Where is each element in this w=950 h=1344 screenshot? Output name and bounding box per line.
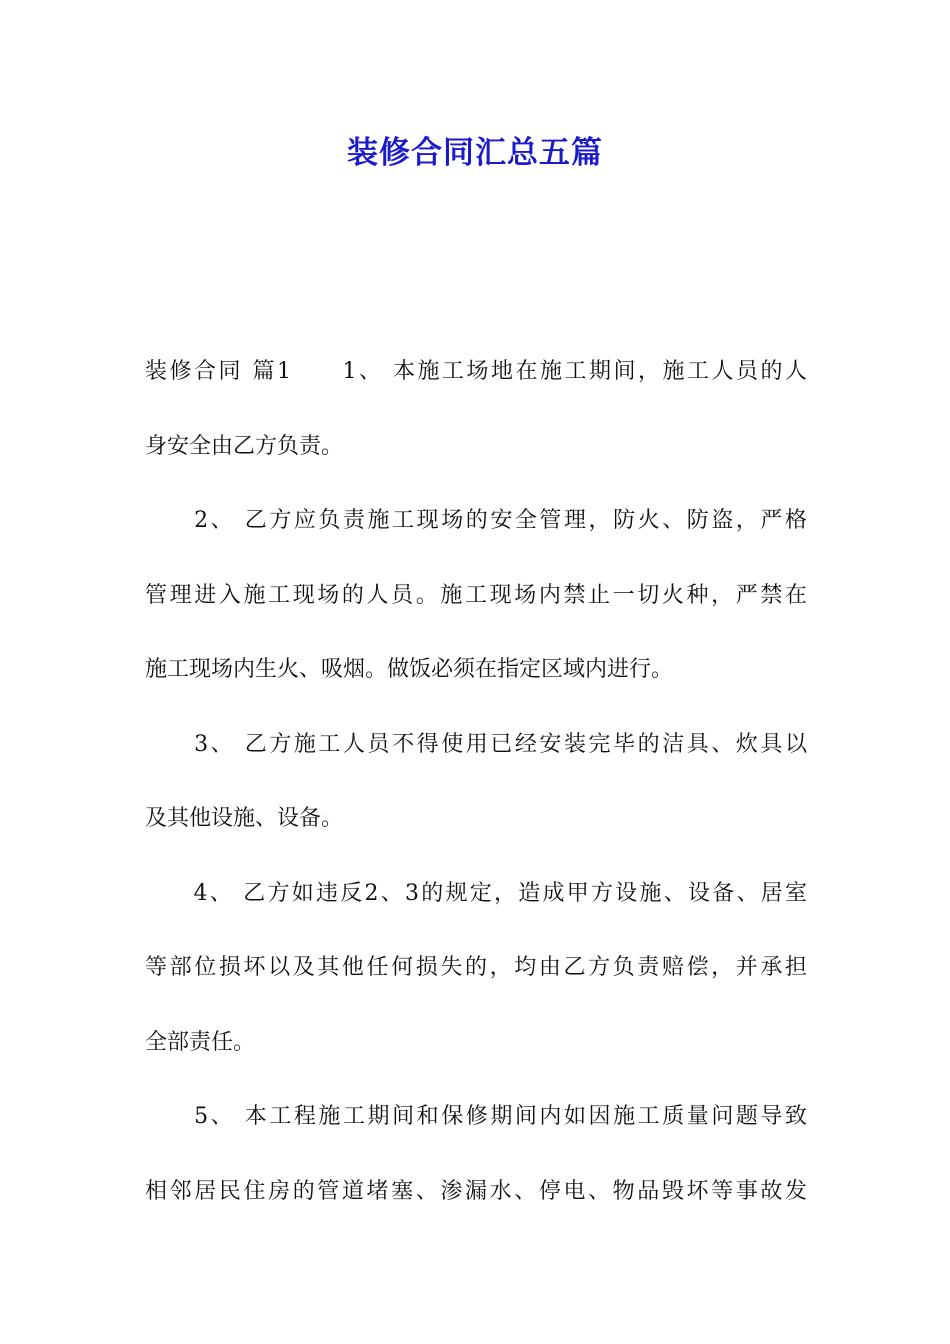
text-line: 5、 本工程施工期间和保修期间内如因施工质量问题导致 xyxy=(145,1104,807,1129)
document-body xyxy=(145,335,807,1229)
text-line: 全部责任。 xyxy=(145,1029,256,1055)
text-line: 等部位损坏以及其他任何损失的，均由乙方负责赔偿，并承担 xyxy=(145,955,807,980)
text-line: 3、 乙方施工人员不得使用已经安装完毕的洁具、炊具以 xyxy=(145,731,807,757)
text-line: 施工现场内生火、吸烟。做饭必须在指定区域内进行。 xyxy=(145,657,674,682)
text-line: 2、 乙方应负责施工现场的安全管理，防火、防盗，严格 xyxy=(145,508,807,533)
text-line: 相邻居民住房的管道堵塞、渗漏水、停电、物品毁坏等事故发 xyxy=(145,1178,807,1204)
text-line: 管理进入施工现场的人员。施工现场内禁止一切火种，严禁在 xyxy=(145,582,807,608)
text-line: 4、 乙方如违反2、3的规定，造成甲方设施、设备、居室 xyxy=(145,880,807,906)
text-line: 及其他设施、设备。 xyxy=(145,806,344,831)
text-line: 身安全由乙方负责。 xyxy=(145,433,344,459)
text-line: 装修合同 篇1 1、 本施工场地在施工期间，施工人员的人 xyxy=(145,359,807,384)
document-title: 装修合同汇总五篇 xyxy=(347,135,603,171)
